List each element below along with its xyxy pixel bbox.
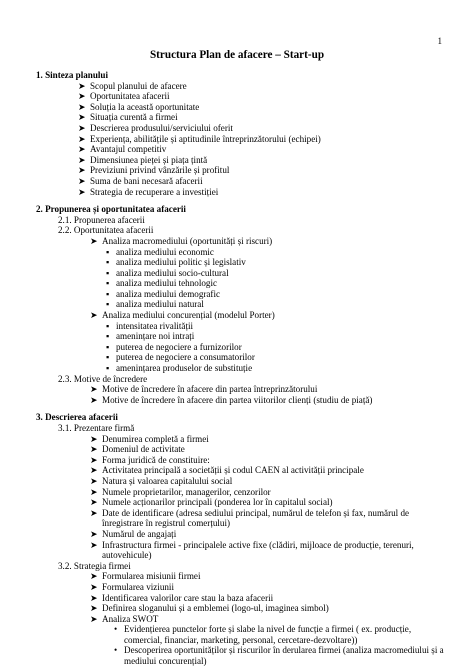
arrow-bullet-icon: ➤ (90, 444, 98, 455)
arrow-bullet-icon: ➤ (90, 571, 98, 582)
dot-bullet-icon: ▪ (106, 257, 110, 268)
list-item: ➤ Date de identificare (adresa sediului principal, numărul de telefon și fax, numărul de înregistrare în registrul comerțului) (90, 507, 410, 529)
list-item: ➤ Previziuni privind vânzările și profitul (78, 165, 230, 176)
list-item: ▪ analiza mediului politic și legislativ (106, 257, 246, 268)
arrow-bullet-icon: ➤ (78, 154, 86, 165)
list-item: ➤ Analiza mediului concurențial (modelul Porter) (90, 310, 275, 321)
document-body (36, 70, 446, 667)
dot-bullet-icon: ▪ (106, 278, 110, 289)
section-heading (36, 70, 446, 81)
subsection-heading: 2.3. Motive de încredere (58, 373, 148, 384)
list-item: ▪ analiza mediului demografic (106, 288, 221, 299)
list-item: ➤ Definirea sloganului și a emblemei (logo-ul, imaginea simbol) (90, 603, 329, 614)
section-3-heading: 3. Descrierea afacerii (36, 412, 118, 423)
list-item: ▪ intensitatea rivalității (106, 320, 194, 331)
dot-bullet-icon: ▪ (106, 320, 110, 331)
list-item: ➤ Analiza SWOT (90, 613, 159, 624)
company-list (36, 434, 446, 561)
arrow-bullet-icon: ➤ (90, 592, 98, 603)
list-item: ➤ Oportunitatea afacerii (78, 91, 170, 102)
list-item: ▪ amenințarea produselor de substituție (106, 363, 253, 374)
list-item: ➤ Strategia de recuperare a investiției (78, 186, 219, 197)
arrow-bullet-icon: ➤ (90, 465, 98, 476)
arrow-bullet-icon: ➤ (78, 133, 86, 144)
dot-bullet-icon: ▪ (106, 288, 110, 299)
arrow-bullet-icon: ➤ (90, 384, 98, 395)
arrow-bullet-icon: ➤ (78, 122, 86, 133)
list-item: ➤ Numele proprietarilor, managerilor, cenzorilor (90, 486, 271, 497)
list-item: ➤ Formularea viziunii (90, 581, 174, 592)
list-item: ➤ Formularea misiunii firmei (90, 571, 201, 582)
list-item: ➤ Numele acționarilor principali (ponderea lor în capitalul social) (90, 497, 333, 508)
list-item: ➤ Identificarea valorilor care stau la baza afacerii (90, 592, 274, 603)
list-item: ➤ Avantajul competitiv (78, 144, 167, 155)
section-1-list (36, 81, 446, 198)
list-item: • Evidențierea punctelor forte și slabe la nivel de funcție a firmei ( ex. producție, comercial, financiar, marketing, personal, cercetare-dezvoltare)) (114, 624, 412, 645)
list-item: ▪ analiza mediului natural (106, 299, 204, 310)
arrow-bullet-icon: ➤ (90, 433, 98, 444)
arrow-bullet-icon: ➤ (78, 165, 86, 176)
swot-list (36, 624, 446, 666)
arrow-bullet-icon: ➤ (90, 394, 98, 405)
list-item: ➤ Experiența, abilitățile și aptitudinile întreprinzătorului (echipei) (78, 133, 321, 144)
section-2-heading: 2. Propunerea și oportunitatea afacerii (36, 204, 186, 215)
page-title: Structura Plan de afacere – Start-up (149, 49, 325, 61)
subsection-heading: 2.2. Oportunitatea afacerii (58, 225, 154, 236)
subsection-heading: 3.2. Strategia firmei (58, 560, 131, 571)
arrow-bullet-icon: ➤ (78, 80, 86, 91)
arrow-bullet-icon: ➤ (90, 528, 98, 539)
arrow-bullet-icon: ➤ (78, 144, 86, 155)
list-item: ➤ Infrastructura firmei - principalele active fixe (clădiri, mijloace de producție, terenuri, autovehicule) (90, 539, 414, 561)
dot-bullet-icon: ▪ (106, 267, 110, 278)
list-item: ▪ analiza mediului socio-cultural (106, 267, 229, 278)
dot-bullet-icon: ▪ (106, 246, 110, 257)
dot-bullet-icon: • (114, 624, 118, 635)
dot-bullet-icon: ▪ (106, 363, 110, 374)
list-item: ▪ analiza mediului tehnologic (106, 278, 218, 289)
subsection-heading: 2.1. Propunerea afacerii (58, 214, 145, 225)
arrow-bullet-icon: ➤ (78, 112, 86, 123)
list-item: ➤ Analiza macromediului (oportunități și riscuri) (90, 235, 273, 246)
arrow-bullet-icon: ➤ (90, 235, 98, 246)
list-item: ➤ Numărul de angajați (90, 528, 177, 539)
arrow-bullet-icon: ➤ (78, 91, 86, 102)
arrow-bullet-icon: ➤ (90, 475, 98, 486)
arrow-bullet-icon: ➤ (90, 603, 98, 614)
list-item: ➤ Motive de încredere în afacere din partea viitorilor clienți (studiu de piață) (90, 394, 373, 405)
list-item: ➤ Dimensiunea pieței și piața țintă (78, 154, 208, 165)
list-item: ➤ Situația curentă a firmei (78, 112, 178, 123)
dot-bullet-icon: ▪ (106, 331, 110, 342)
arrow-bullet-icon: ➤ (90, 507, 98, 518)
arrow-bullet-icon: ➤ (78, 101, 86, 112)
section-1-heading: 1. Sinteza planului (36, 70, 109, 80)
arrow-bullet-icon: ➤ (78, 175, 86, 186)
list-item: ▪ amenințare noi intrați (106, 331, 195, 342)
dot-bullet-icon: • (114, 645, 118, 656)
arrow-bullet-icon: ➤ (78, 186, 86, 197)
list-item: ➤ Soluția la această oportunitate (78, 101, 200, 112)
porter-list (36, 321, 446, 374)
arrow-bullet-icon: ➤ (90, 497, 98, 508)
dot-bullet-icon: ▪ (106, 341, 110, 352)
dot-bullet-icon: ▪ (106, 299, 110, 310)
list-item: ➤ Scopul planului de afacere (78, 80, 187, 91)
list-item: • Descoperirea oportunităților și riscurilor în derularea firmei (analiza macromediului și a mediului concurențial) (114, 645, 444, 667)
list-item: ▪ analiza mediului economic (106, 246, 214, 257)
arrow-bullet-icon: ➤ (90, 539, 98, 550)
subsection-heading: 3.1. Prezentare firmă (58, 423, 135, 433)
macro-list (36, 247, 446, 311)
list-item: ➤ Motive de încredere în afacere din partea întreprinzătorului (90, 384, 318, 395)
list-item: ➤ Domeniul de activitate (90, 444, 185, 455)
list-item: ▪ puterea de negociere a furnizorilor (106, 341, 242, 352)
list-item: ➤ Suma de bani necesară afacerii (78, 175, 203, 186)
list-item: ▪ puterea de negociere a consumatorilor (106, 352, 255, 363)
dot-bullet-icon: ▪ (106, 352, 110, 363)
list-item: ➤ Denumirea completă a firmei (90, 433, 209, 444)
strategy-list (36, 571, 446, 624)
arrow-bullet-icon: ➤ (90, 581, 98, 592)
arrow-bullet-icon: ➤ (90, 613, 98, 624)
page-number: 1 (437, 36, 442, 46)
arrow-bullet-icon: ➤ (90, 310, 98, 321)
arrow-bullet-icon: ➤ (90, 486, 98, 497)
list-item: ➤ Natura și valoarea capitalului social (90, 475, 233, 486)
arrow-bullet-icon: ➤ (90, 454, 98, 465)
list-item: ➤ Forma juridică de constituire: (90, 454, 210, 465)
list-item: ➤ Activitatea principală a societății și codul CAEN al activității principale (90, 465, 364, 476)
list-item: ➤ Descrierea produsului/serviciului oferit (78, 122, 233, 133)
